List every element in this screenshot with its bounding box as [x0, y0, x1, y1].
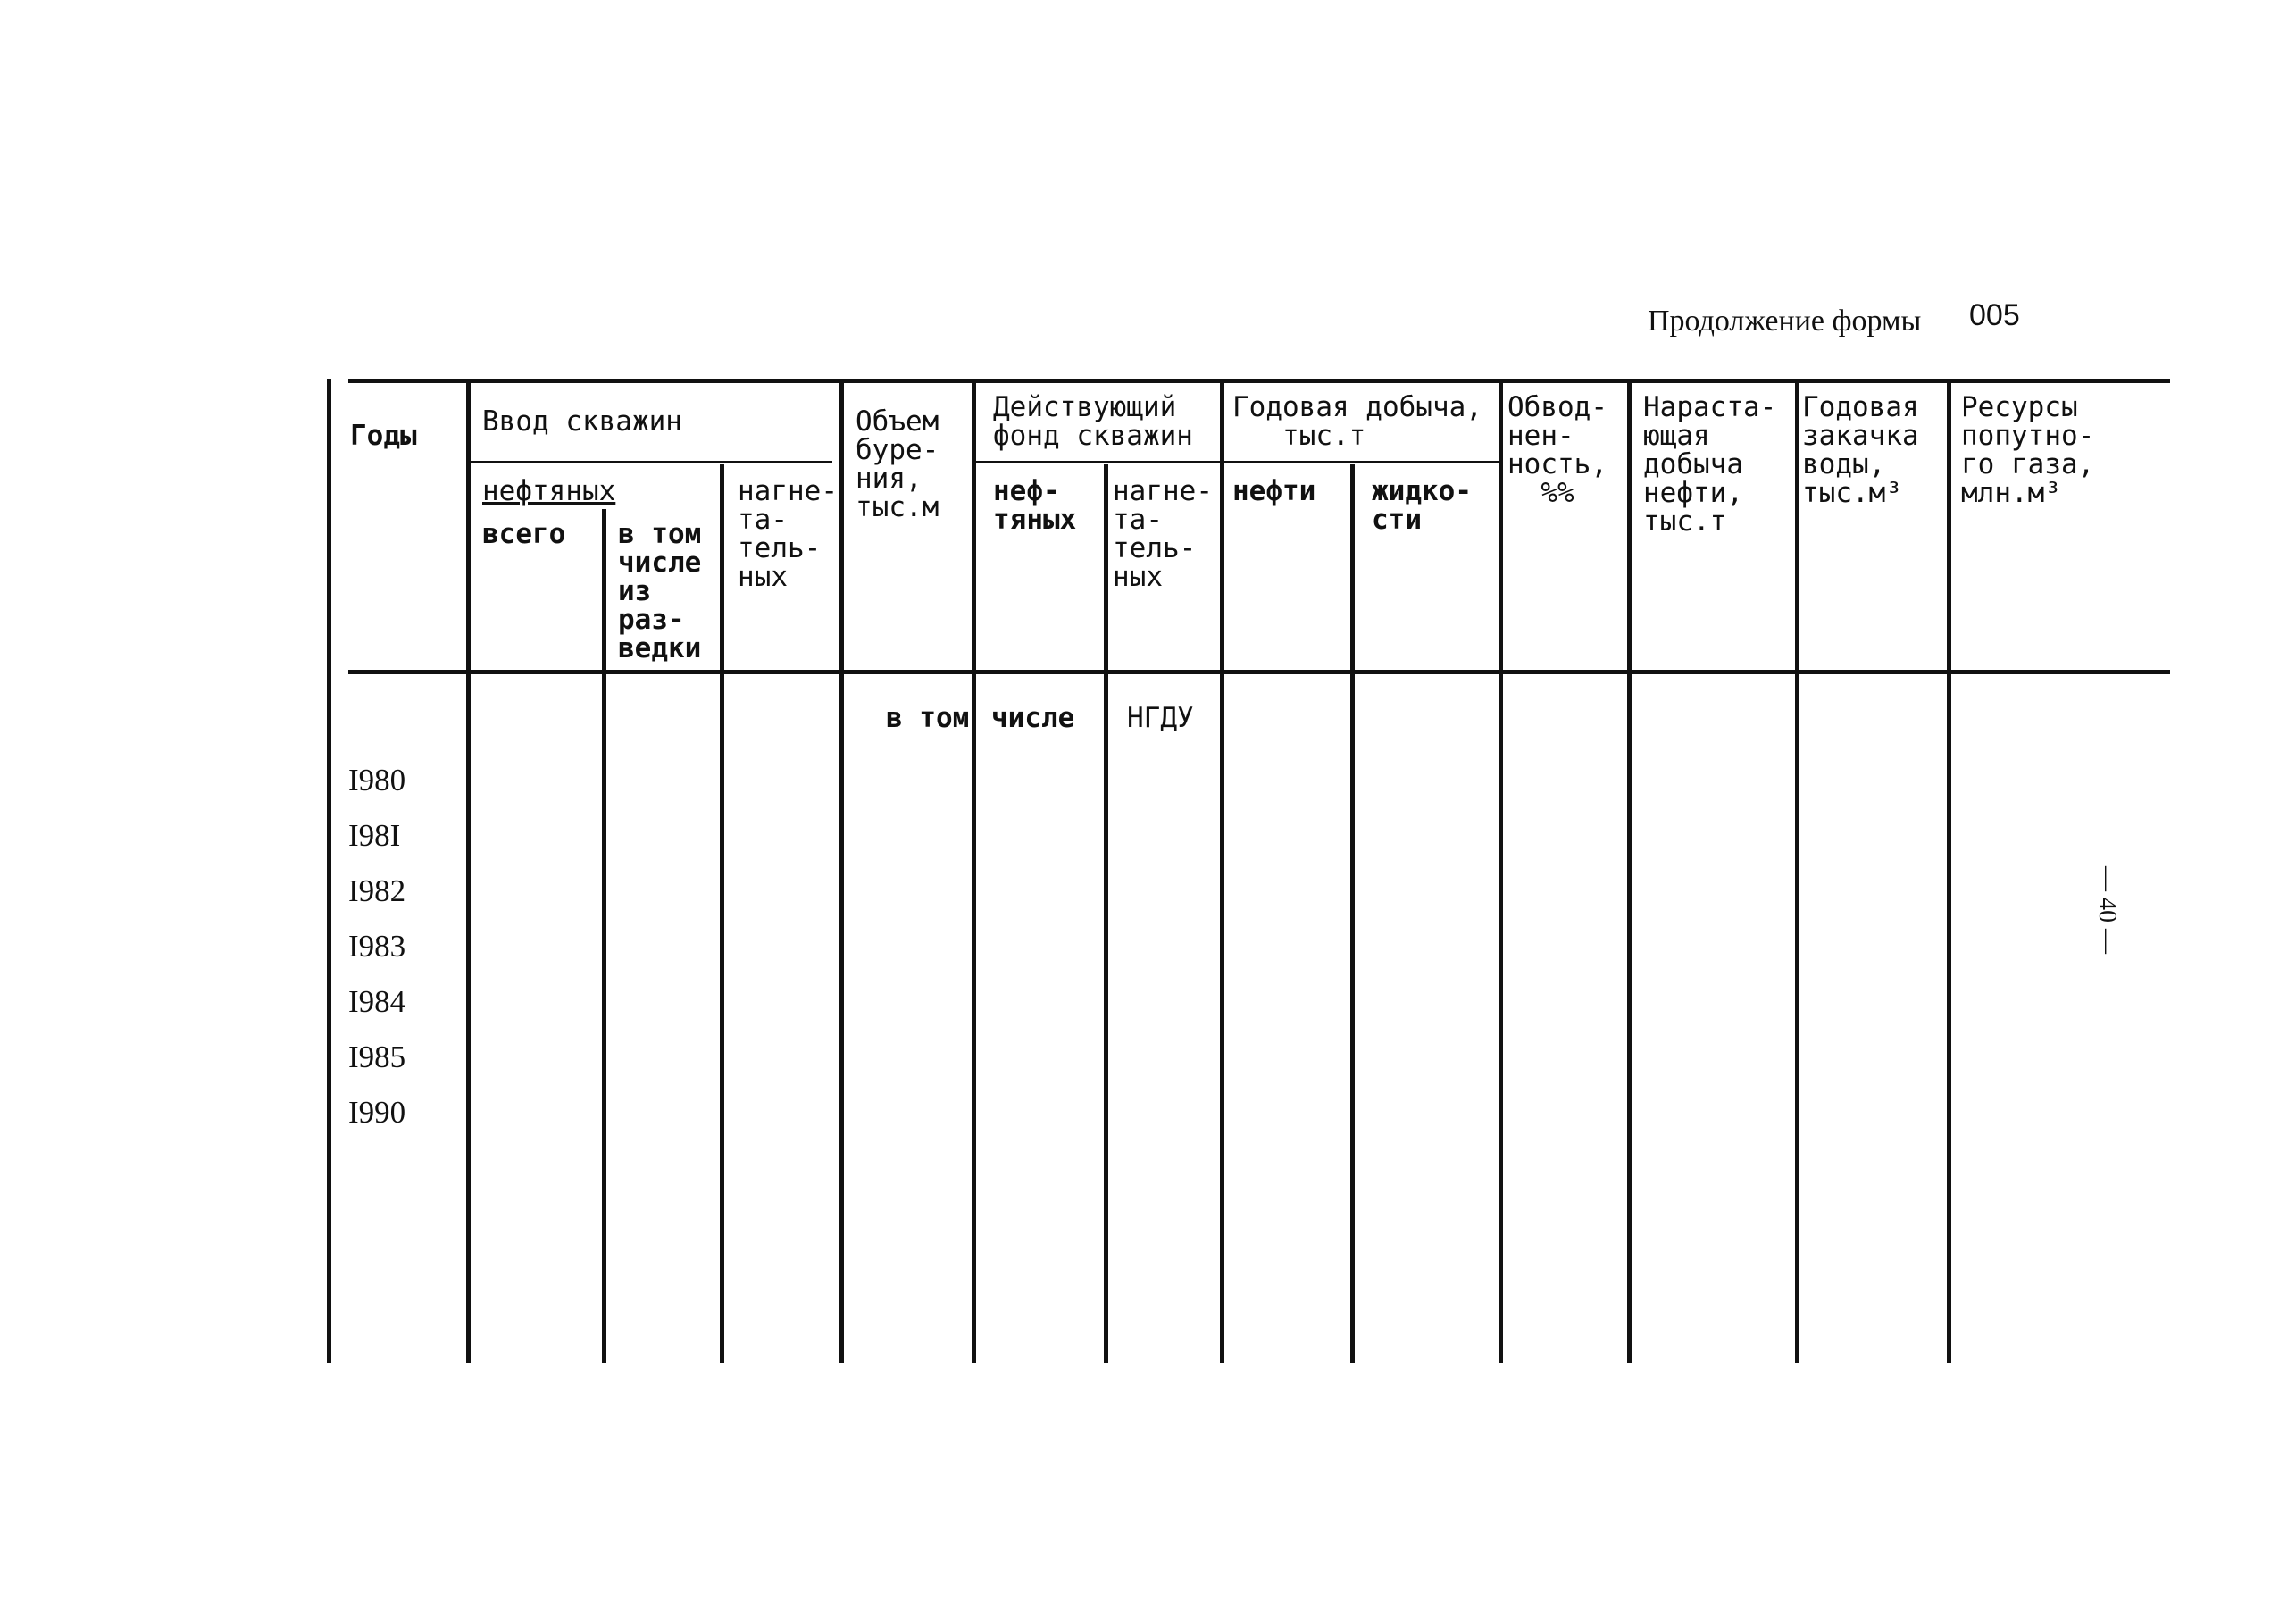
header-bottom-border [348, 670, 2170, 674]
col-neftyanykh: нефтяных [482, 475, 616, 507]
col-nefti: нефти [1232, 475, 1316, 507]
page-number: — 40 — [2093, 866, 2121, 954]
col-divider-9 [1499, 379, 1503, 1363]
col-vvod: Ввод скважин [482, 405, 682, 438]
continuation-label: Продолжение формы [1648, 305, 1922, 338]
col-divider-7 [1220, 379, 1224, 1363]
year-label: I980 [348, 763, 406, 797]
year-label: I983 [348, 929, 406, 964]
col-divider-8 [1350, 464, 1355, 1363]
col-narast: Нараста- ющая добыча нефти, тыс.т [1643, 391, 1777, 538]
col-nagnet-2: нагне- та- тель- ных [1113, 475, 1213, 593]
row-v-tom: в том [886, 702, 970, 734]
col-v-tom-chisle: в том числе из раз- ведки [618, 518, 702, 664]
col-nagnet-1: нагне- та- тель- ных [738, 475, 838, 593]
col-divider-12 [1947, 379, 1951, 1363]
col-resursy: Ресурсы попутно- го газа, млн.м³ [1961, 391, 2095, 509]
col-divider-10 [1627, 379, 1632, 1363]
year-label: I985 [348, 1040, 406, 1074]
col-divider-3 [720, 464, 724, 1363]
col-divider-6 [1104, 464, 1108, 1363]
col-vsego: всего [482, 518, 566, 550]
deystv-underline [973, 461, 1223, 463]
col-divider-1 [466, 379, 471, 1363]
col-godovaya: Годовая добыча, тыс.т [1232, 391, 1482, 452]
col-obem: Объем буре- ния, тыс.м [856, 405, 939, 523]
table-left-border [327, 379, 331, 1363]
col-zhidkosti: жидко- сти [1372, 475, 1472, 536]
col-years: Годы [350, 420, 417, 452]
col-divider-5 [972, 379, 976, 1363]
col-divider-11 [1795, 379, 1799, 1363]
table-top-border [348, 379, 2170, 383]
year-label: I982 [348, 873, 406, 908]
form-number: 005 [1969, 298, 2020, 332]
row-ngdu: НГДУ [1127, 702, 1194, 734]
col-divider-4 [839, 379, 844, 1363]
year-label: I990 [348, 1095, 406, 1130]
col-nef: неф- тяных [993, 475, 1077, 536]
col-divider-2 [602, 509, 606, 1363]
row-chisle: числе [991, 702, 1075, 734]
year-label: I98I [348, 818, 401, 853]
col-zakachka: Годовая закачка воды, тыс.м³ [1802, 391, 1919, 509]
col-deystv: Действующий фонд скважин [993, 391, 1193, 452]
vvod-underline [470, 461, 832, 463]
col-obvod: Обвод- нен- ность, %% [1507, 391, 1607, 509]
godovaya-underline [1223, 461, 1500, 463]
year-label: I984 [348, 984, 406, 1019]
